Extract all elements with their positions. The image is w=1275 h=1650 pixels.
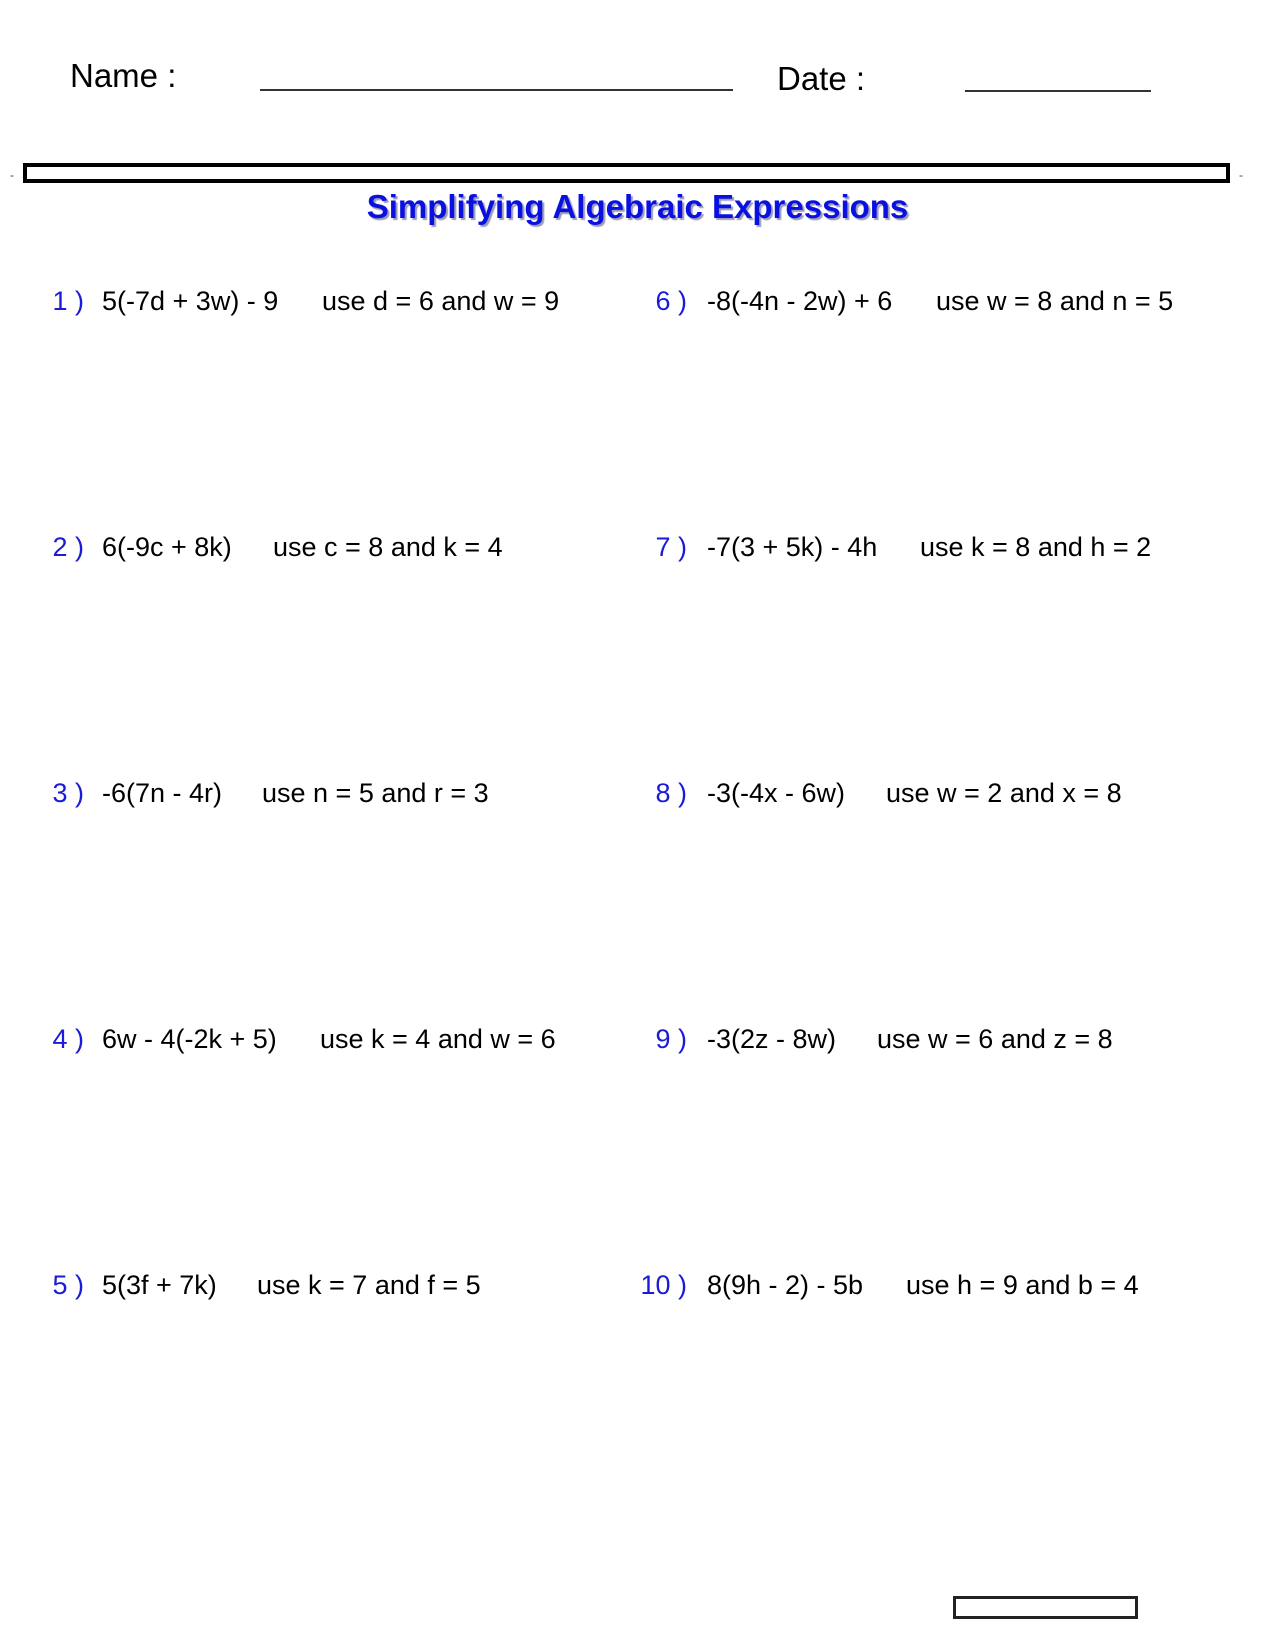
problem-number: 6 ) (655, 286, 687, 316)
problem-number: 9 ) (655, 1024, 687, 1054)
problem-3 (40, 780, 620, 810)
problem-expression: -3(2z - 8w) (707, 1024, 837, 1054)
date-field-line[interactable] (965, 90, 1151, 92)
problem-hint: use h = 9 and b = 4 (906, 1270, 1139, 1300)
problem-number: 5 ) (52, 1270, 84, 1300)
problem-expression: -3(-4x - 6w) (707, 778, 846, 808)
problem-number: 8 ) (655, 778, 687, 808)
name-field-line[interactable] (260, 89, 733, 91)
header-divider (23, 163, 1230, 183)
problem-8 (640, 780, 1260, 810)
problem-number: 7 ) (655, 532, 687, 562)
score-box[interactable] (953, 1596, 1138, 1619)
problem-number: 3 ) (52, 778, 84, 808)
problem-6 (640, 288, 1260, 318)
name-label: Name : (70, 57, 177, 94)
edge-mark-left: - (10, 168, 14, 182)
problem-hint: use c = 8 and k = 4 (273, 532, 503, 562)
problem-expression: -7(3 + 5k) - 4h (707, 532, 878, 562)
problem-hint: use k = 8 and h = 2 (920, 532, 1152, 562)
page-title: Simplifying Algebraic Expressions (366, 188, 909, 225)
problem-expression: -6(7n - 4r) (102, 778, 223, 808)
problem-hint: use k = 4 and w = 6 (320, 1024, 556, 1054)
problem-number: 4 ) (52, 1024, 84, 1054)
problem-7 (640, 534, 1260, 564)
problem-number: 2 ) (52, 532, 84, 562)
problem-5 (40, 1272, 620, 1302)
problem-hint: use w = 6 and z = 8 (877, 1024, 1113, 1054)
problem-expression: -8(-4n - 2w) + 6 (707, 286, 893, 316)
problem-4 (40, 1026, 620, 1056)
problem-2 (40, 534, 620, 564)
problem-number: 10 ) (640, 1270, 687, 1300)
problem-expression: 5(-7d + 3w) - 9 (102, 286, 279, 316)
problem-9 (640, 1026, 1260, 1056)
problem-hint: use w = 8 and n = 5 (936, 286, 1174, 316)
problem-expression: 8(9h - 2) - 5b (707, 1270, 864, 1300)
problem-hint: use d = 6 and w = 9 (322, 286, 560, 316)
problem-hint: use w = 2 and x = 8 (886, 778, 1122, 808)
problem-10 (640, 1272, 1260, 1302)
date-label: Date : (777, 60, 866, 97)
problem-expression: 5(3f + 7k) (102, 1270, 217, 1300)
problem-number: 1 ) (52, 286, 84, 316)
edge-mark-right: - (1239, 168, 1243, 182)
problem-1 (40, 288, 620, 318)
problem-expression: 6w - 4(-2k + 5) (102, 1024, 277, 1054)
problem-hint: use k = 7 and f = 5 (257, 1270, 481, 1300)
problem-hint: use n = 5 and r = 3 (262, 778, 489, 808)
problem-expression: 6(-9c + 8k) (102, 532, 232, 562)
